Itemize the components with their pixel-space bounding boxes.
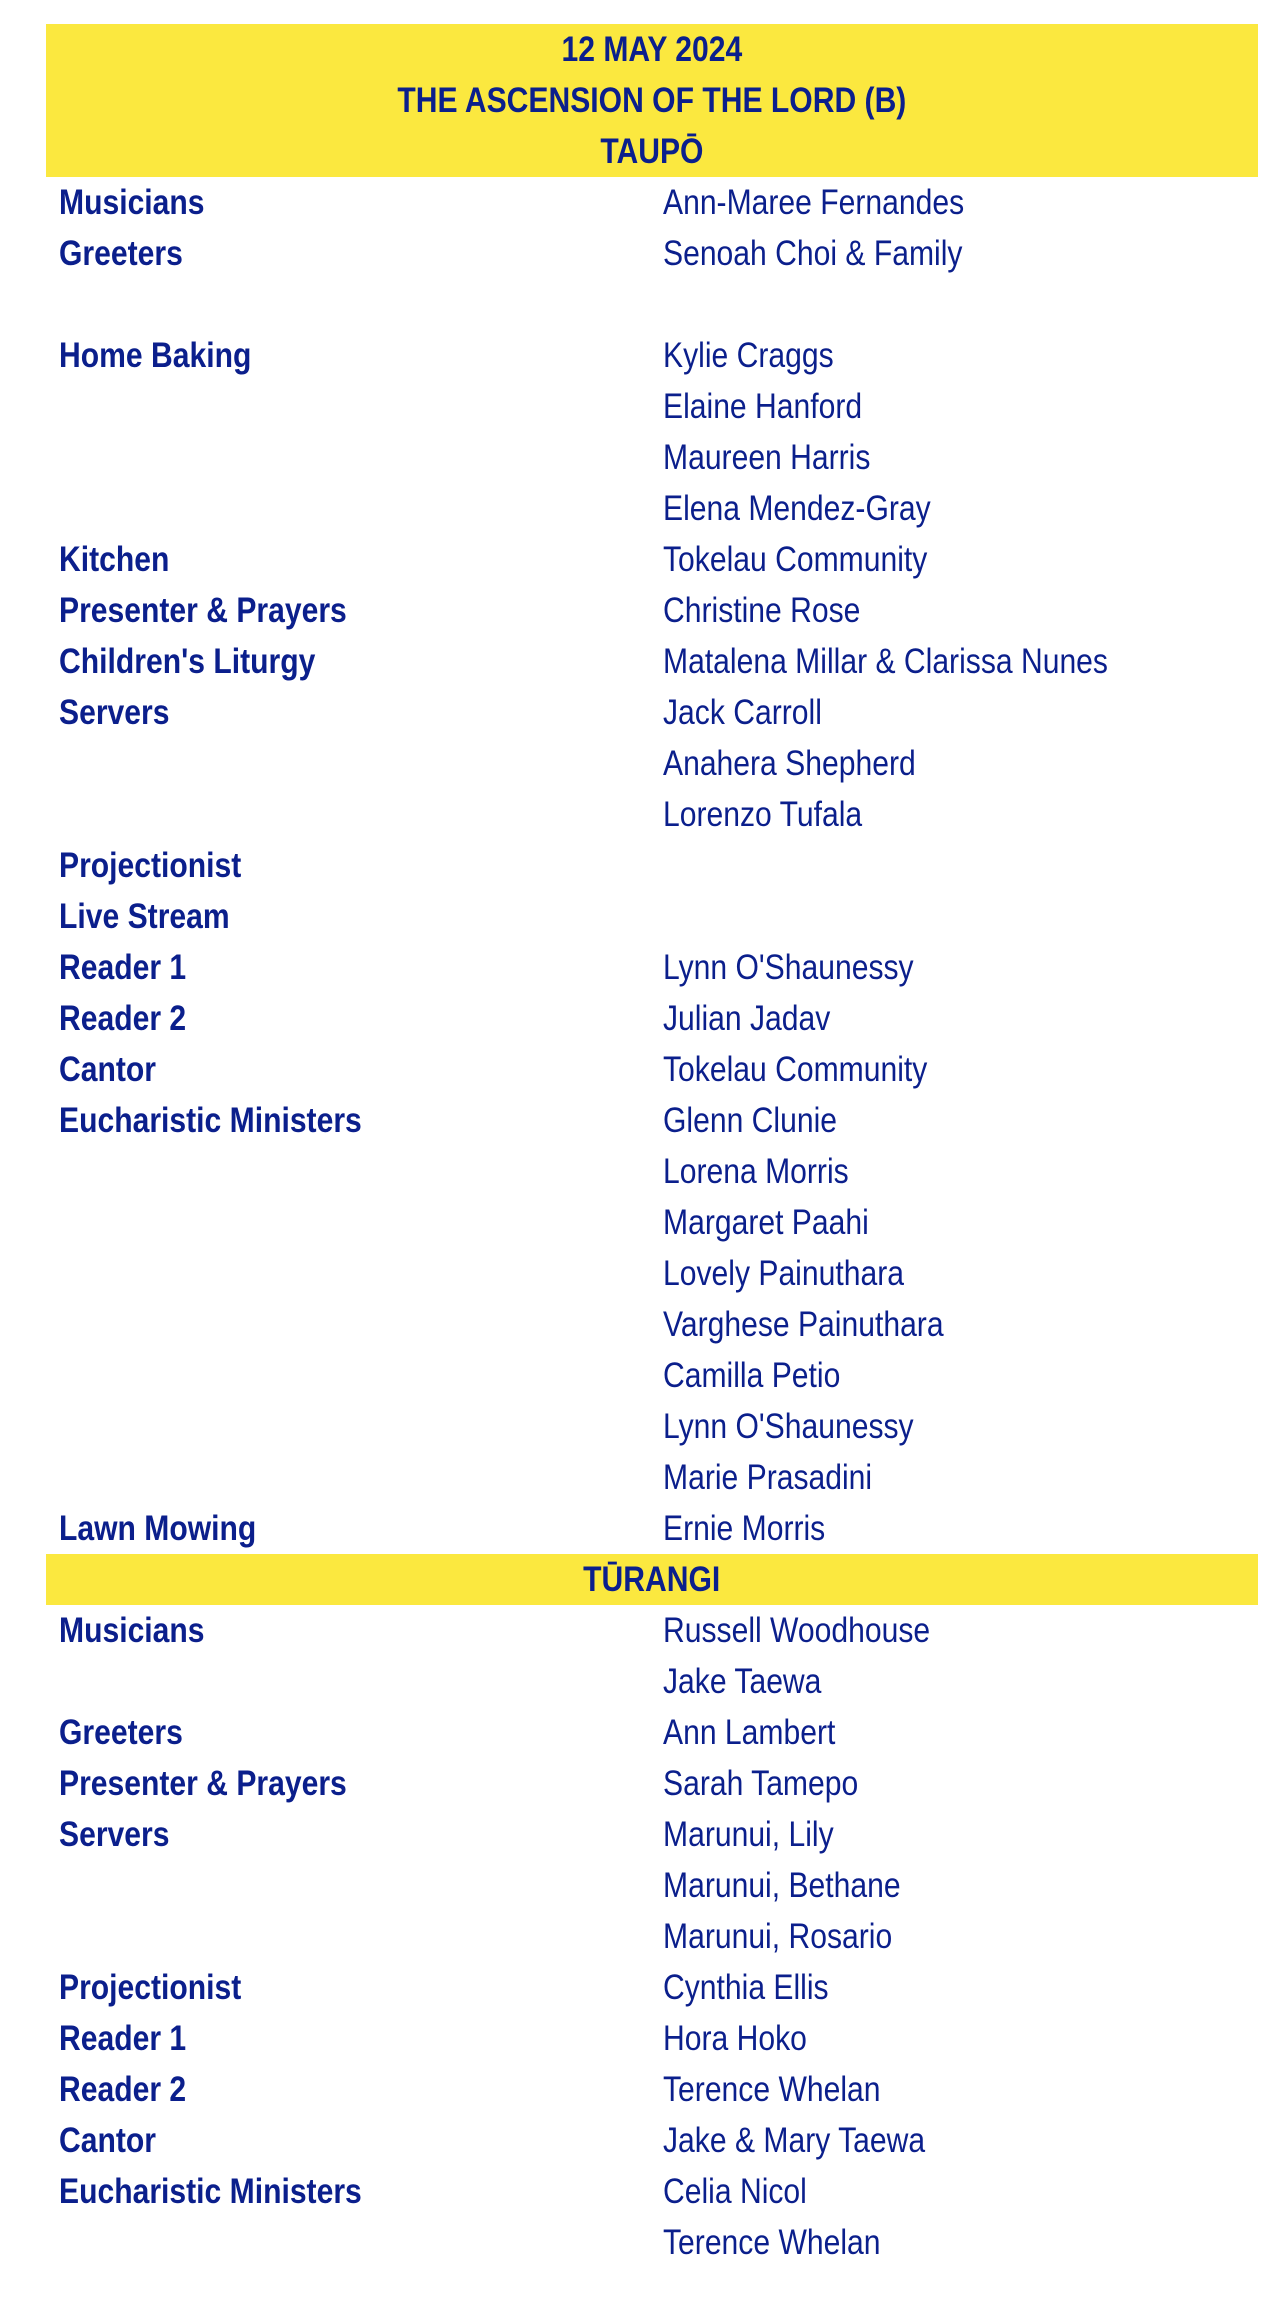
assignee-name (663, 1611, 974, 1651)
role-text: Projectionist (59, 1967, 242, 2007)
assignee-text: Lorena Morris (663, 1151, 849, 1191)
assignee-name (663, 234, 1011, 274)
assignee-text: Senoah Choi & Family (663, 233, 963, 273)
roster-row (46, 1860, 1258, 1911)
assignee-text: Marunui, Rosario (663, 1916, 893, 1956)
assignee-name (663, 795, 895, 835)
roster-row (46, 1350, 1258, 1401)
role-label (46, 1203, 663, 1243)
assignee-text: Ann Lambert (663, 1712, 836, 1752)
assignee-name (663, 642, 1180, 682)
role-label (46, 948, 663, 988)
assignee-name (663, 1356, 869, 1396)
assignee-text: Camilla Petio (663, 1355, 841, 1395)
row-spacer (46, 279, 1258, 330)
role-label (46, 2070, 663, 2110)
role-label (46, 693, 663, 733)
role-label (46, 2121, 663, 2161)
assignee-name (663, 744, 957, 784)
role-label (46, 1050, 663, 1090)
assignee-name (663, 1101, 865, 1141)
roster-row (46, 1095, 1258, 1146)
turangi-band (46, 1554, 1258, 1605)
assignee-text: Elaine Hanford (663, 386, 863, 426)
role-label (46, 999, 663, 1039)
role-label (46, 591, 663, 631)
roster-row (46, 432, 1258, 483)
roster-row (46, 687, 1258, 738)
role-label (46, 1152, 663, 1192)
role-label (46, 1509, 663, 1549)
assignee-name (663, 1662, 847, 1702)
assignee-name (663, 183, 1013, 223)
role-label (46, 795, 663, 835)
roster-row (46, 1248, 1258, 1299)
roster-row (46, 1299, 1258, 1350)
assignee-name (663, 1254, 943, 1294)
turangi-title: TŪRANGI (583, 1559, 721, 1599)
role-text: Musicians (59, 1610, 205, 1650)
assignee-name (663, 693, 848, 733)
assignee-name (663, 1968, 856, 2008)
roster-row (46, 1503, 1258, 1554)
roster-row (46, 2217, 1258, 2268)
roster-row (46, 483, 1258, 534)
role-text: Lawn Mowing (59, 1508, 257, 1548)
role-text: Presenter & Prayers (59, 590, 347, 630)
role-label (46, 2223, 663, 2263)
assignee-text: Jake Taewa (663, 1661, 822, 1701)
role-text: Children's Liturgy (59, 641, 316, 681)
assignee-name (663, 1050, 970, 1090)
assignee-text: Lynn O'Shaunessy (663, 1406, 914, 1446)
assignee-text: Marunui, Bethane (663, 1865, 901, 1905)
role-label (46, 744, 663, 784)
assignee-text: Matalena Millar & Clarissa Nunes (663, 641, 1108, 681)
roster-row (46, 2166, 1258, 2217)
role-text: Cantor (59, 2120, 156, 2160)
roster-sheet (46, 24, 1258, 2268)
role-label (46, 1356, 663, 1396)
assignee-text: Marie Prasadini (663, 1457, 873, 1497)
assignee-text: Tokelau Community (663, 1049, 928, 1089)
role-label (46, 1101, 663, 1141)
assignee-name (663, 1407, 954, 1447)
assignee-text: Margaret Paahi (663, 1202, 869, 1242)
assignee-name (663, 1203, 902, 1243)
roster-row (46, 1044, 1258, 1095)
assignee-text: Lorenzo Tufala (663, 794, 863, 834)
roster-row (46, 840, 1258, 891)
roster-row (46, 2013, 1258, 2064)
assignee-text: Tokelau Community (663, 539, 928, 579)
roster-row (46, 1656, 1258, 1707)
role-text: Eucharistic Ministers (59, 1100, 362, 1140)
assignee-name (663, 2121, 968, 2161)
role-label (46, 1305, 663, 1345)
role-text: Eucharistic Ministers (59, 2171, 362, 2211)
roster-row (46, 993, 1258, 1044)
roster-row (46, 1452, 1258, 1503)
assignee-name (663, 1866, 939, 1906)
role-text: Servers (59, 692, 170, 732)
assignee-text: Ernie Morris (663, 1508, 826, 1548)
header-date: 12 MAY 2024 (561, 30, 743, 69)
role-text: Presenter & Prayers (59, 1763, 347, 1803)
assignee-name (663, 1509, 852, 1549)
assignee-text: Ann-Maree Fernandes (663, 182, 965, 222)
assignee-text: Terence Whelan (663, 2222, 881, 2262)
header-band (46, 24, 1258, 177)
role-label (46, 1866, 663, 1906)
assignee-name (663, 540, 970, 580)
assignee-text: Kylie Craggs (663, 335, 834, 375)
role-label (46, 2172, 663, 2212)
header-feast: THE ASCENSION OF THE LORD (B) (397, 81, 907, 120)
roster-row (46, 1962, 1258, 2013)
role-text: Cantor (59, 1049, 156, 1089)
roster-row (46, 1605, 1258, 1656)
assignee-name (663, 1764, 890, 1804)
role-label (46, 2019, 663, 2059)
role-label (46, 1611, 663, 1651)
assignee-name (663, 591, 893, 631)
role-text: Greeters (59, 1712, 183, 1752)
assignee-name (663, 438, 904, 478)
assignee-text: Maureen Harris (663, 437, 871, 477)
role-label (46, 1815, 663, 1855)
roster-row (46, 942, 1258, 993)
assignee-text: Julian Jadav (663, 998, 831, 1038)
assignee-name (663, 948, 954, 988)
role-text: Projectionist (59, 845, 242, 885)
role-label (46, 336, 663, 376)
roster-row (46, 534, 1258, 585)
role-text: Reader 2 (59, 998, 187, 1038)
assignee-name (663, 1917, 930, 1957)
role-label (46, 642, 663, 682)
assignee-text: Hora Hoko (663, 2018, 807, 2058)
assignee-text: Sarah Tamepo (663, 1763, 859, 1803)
assignee-text: Celia Nicol (663, 2171, 807, 2211)
role-label (46, 846, 663, 886)
assignee-text: Anahera Shepherd (663, 743, 916, 783)
role-text: Musicians (59, 182, 205, 222)
assignee-text: Jake & Mary Taewa (663, 2120, 926, 2160)
assignee-text: Lovely Painuthara (663, 1253, 904, 1293)
role-label (46, 1713, 663, 1753)
assignee-name (663, 2070, 916, 2110)
role-text: Home Baking (59, 335, 252, 375)
assignee-name (663, 1815, 861, 1855)
role-text: Live Stream (59, 896, 230, 936)
role-label (46, 183, 663, 223)
role-label (46, 1407, 663, 1447)
assignee-name (663, 999, 858, 1039)
assignee-name (663, 1458, 906, 1498)
header-location: TAUPŌ (600, 132, 704, 171)
roster-row (46, 2115, 1258, 2166)
role-label (46, 438, 663, 478)
role-text: Kitchen (59, 539, 170, 579)
role-label (46, 1662, 663, 1702)
assignee-text: Jack Carroll (663, 692, 822, 732)
taupo-roster (46, 177, 1258, 1554)
role-label (46, 1458, 663, 1498)
role-label (46, 1764, 663, 1804)
assignee-text: Lynn O'Shaunessy (663, 947, 914, 987)
assignee-text: Terence Whelan (663, 2069, 881, 2109)
roster-row (46, 636, 1258, 687)
assignee-name (663, 1152, 879, 1192)
roster-row (46, 1809, 1258, 1860)
assignee-text: Christine Rose (663, 590, 861, 630)
role-label (46, 234, 663, 274)
role-label (46, 540, 663, 580)
assignee-text: Elena Mendez-Gray (663, 488, 931, 528)
role-text: Greeters (59, 233, 183, 273)
assignee-name (663, 336, 861, 376)
roster-row (46, 789, 1258, 840)
assignee-text: Marunui, Lily (663, 1814, 834, 1854)
assignee-name (663, 2223, 916, 2263)
roster-row (46, 1911, 1258, 1962)
role-label (46, 1254, 663, 1294)
assignee-text: Cynthia Ellis (663, 1967, 829, 2007)
roster-row (46, 1707, 1258, 1758)
roster-row (46, 891, 1258, 942)
roster-row (46, 177, 1258, 228)
role-text: Reader 1 (59, 2018, 187, 2058)
role-text: Reader 1 (59, 947, 187, 987)
role-label (46, 489, 663, 529)
assignee-text: Varghese Painuthara (663, 1304, 944, 1344)
roster-row (46, 381, 1258, 432)
roster-row (46, 1401, 1258, 1452)
assignee-name (663, 387, 895, 427)
role-text: Reader 2 (59, 2069, 187, 2109)
assignee-text: Glenn Clunie (663, 1100, 838, 1140)
roster-row (46, 585, 1258, 636)
role-text: Servers (59, 1814, 170, 1854)
turangi-roster (46, 1605, 1258, 2268)
assignee-name (663, 489, 974, 529)
role-label (46, 387, 663, 427)
role-label (46, 1917, 663, 1957)
role-label (46, 897, 663, 937)
assignee-text: Russell Woodhouse (663, 1610, 931, 1650)
roster-row (46, 1146, 1258, 1197)
assignee-name (663, 2019, 830, 2059)
roster-row (46, 330, 1258, 381)
assignee-name (663, 1713, 863, 1753)
roster-row (46, 1758, 1258, 1809)
roster-row (46, 1197, 1258, 1248)
assignee-name (663, 1305, 989, 1345)
assignee-name (663, 2172, 830, 2212)
roster-row (46, 738, 1258, 789)
role-label (46, 1968, 663, 2008)
roster-row (46, 2064, 1258, 2115)
roster-row (46, 228, 1258, 279)
